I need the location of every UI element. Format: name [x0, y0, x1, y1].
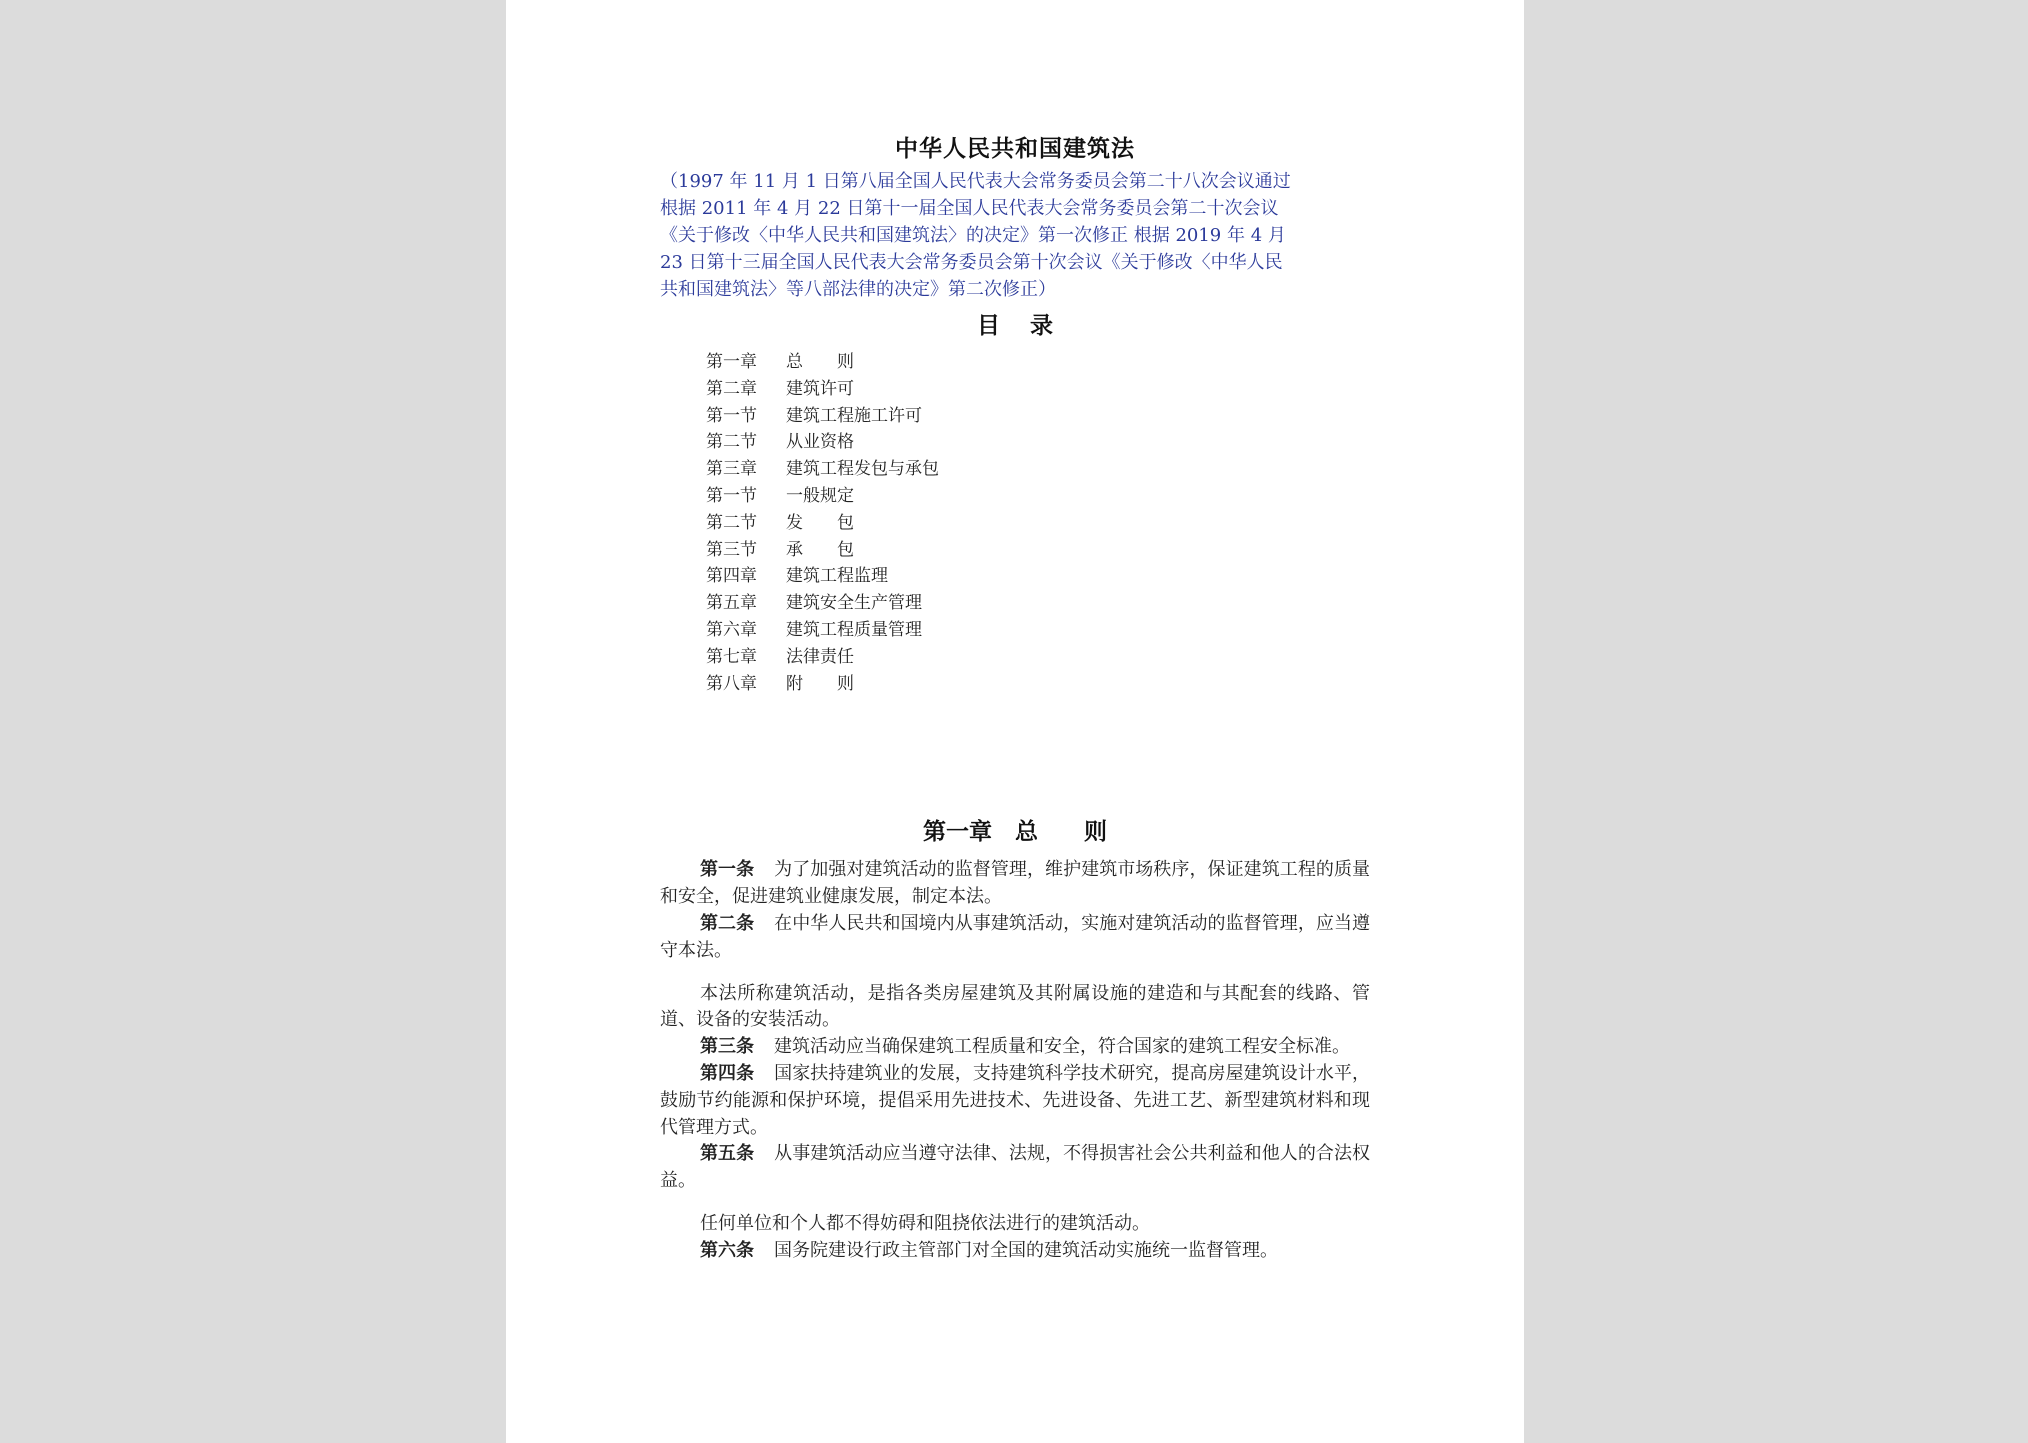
article-text: 建筑活动应当确保建筑工程质量和安全，符合国家的建筑工程安全标准。 [774, 1036, 1350, 1058]
article-text: 在中华人民共和国境内从事建筑活动，实施对建筑活动的监督管理，应当遵守本法。 [660, 912, 1370, 961]
toc-item-label: 建筑工程施工许可 [786, 405, 922, 426]
article-paragraph [660, 1238, 1370, 1265]
article-number: 第二条 [700, 912, 755, 934]
article-paragraph [660, 1061, 1370, 1141]
toc-item-label: 从业资格 [786, 432, 854, 453]
toc-item [706, 429, 1370, 456]
toc-item-number: 第八章 [706, 673, 757, 694]
toc-item-label: 建筑工程监理 [786, 566, 888, 587]
toc-item [706, 644, 1370, 671]
article-number: 第一条 [700, 859, 755, 881]
toc-item-label: 附 则 [786, 673, 854, 694]
toc-item [706, 590, 1370, 617]
toc-item-label: 建筑许可 [786, 378, 854, 399]
toc-item-number: 第二节 [706, 432, 757, 453]
toc-item-label: 建筑安全生产管理 [786, 593, 922, 614]
article-number: 第五条 [700, 1143, 755, 1165]
toc-item [706, 376, 1370, 403]
toc-item-number: 第三节 [706, 539, 757, 560]
article-text: 从事建筑活动应当遵守法律、法规，不得损害社会公共利益和他人的合法权益。 [660, 1143, 1370, 1192]
toc-item-number: 第一章 [706, 352, 757, 372]
toc-item [706, 483, 1370, 510]
toc-item-number: 第二章 [706, 378, 757, 399]
toc-item [706, 349, 1370, 376]
toc-item [706, 537, 1370, 564]
history-line: 《关于修改〈中华人民共和国建筑法〉的决定》第一次修正 根据 2019 年 4 月 [660, 225, 1286, 246]
toc-item [706, 510, 1370, 537]
toc-item-label: 发 包 [786, 512, 854, 533]
toc-item-label: 承 包 [786, 539, 854, 560]
toc-item-number: 第六章 [706, 619, 757, 640]
toc-item-number: 第二节 [706, 512, 757, 533]
toc-item-label: 建筑工程质量管理 [786, 619, 922, 640]
toc-item [706, 671, 1370, 698]
article-number: 第四条 [700, 1062, 755, 1084]
history-line: 根据 2011 年 4 月 22 日第十一届全国人民代表大会常务委员会第二十次会议 [660, 198, 1279, 219]
article-text: 为了加强对建筑活动的监督管理，维护建筑市场秩序，保证建筑工程的质量和安全，促进建筑业健康发展，制定本法。 [660, 859, 1370, 908]
toc-item-label: 总 则 [786, 352, 854, 372]
article-number: 第三条 [700, 1036, 754, 1058]
chapter-heading: 第一章 总 则 [923, 819, 1107, 846]
toc-item-number: 第四章 [706, 566, 757, 587]
article-text: 国务院建设行政主管部门对全国的建筑活动实施统一监督管理。 [774, 1239, 1278, 1261]
article-text: 本法所称建筑活动，是指各类房屋建筑及其附属设施的建造和与其配套的线路、管道、设备的安装活动。 [660, 982, 1370, 1031]
toc-item [706, 403, 1370, 430]
article-paragraph [660, 981, 1370, 1035]
toc-title: 目录 [977, 312, 1083, 339]
article-paragraph [660, 1211, 1370, 1238]
toc-item-label: 一般规定 [786, 485, 854, 506]
history-line: 共和国建筑法〉等八部法律的决定》第二次修正） [660, 279, 1056, 300]
toc-item [706, 617, 1370, 644]
article-text: 任何单位和个人都不得妨碍和阻挠依法进行的建筑活动。 [700, 1212, 1150, 1234]
article-paragraph [660, 1034, 1370, 1061]
toc-item [706, 456, 1370, 483]
article-paragraph [660, 911, 1370, 965]
toc-item [706, 563, 1370, 590]
toc-item-label: 法律责任 [786, 646, 854, 667]
toc-item-number: 第一节 [706, 485, 757, 506]
document-page [506, 0, 1524, 1443]
toc-item-number: 第一节 [706, 405, 757, 426]
history-line: 23 日第十三届全国人民代表大会常务委员会第十次会议《关于修改〈中华人民 [660, 252, 1283, 273]
toc-item-label: 建筑工程发包与承包 [786, 459, 939, 480]
article-number: 第六条 [700, 1239, 754, 1261]
article-text: 国家扶持建筑业的发展，支持建筑科学技术研究，提高房屋建筑设计水平，鼓励节约能源和保护环境，提倡采用先进技术、先进设备、先进工艺、新型建筑材料和现代管理方式。 [660, 1062, 1370, 1138]
toc-item-number: 第三章 [706, 459, 757, 480]
history-line: （1997 年 11 月 1 日第八届全国人民代表大会常务委员会第二十八次会议通过 [660, 171, 1291, 192]
article-paragraph [660, 1141, 1370, 1195]
article-paragraph [660, 857, 1370, 911]
toc-item-number: 第五章 [706, 593, 757, 614]
toc-item-number: 第七章 [706, 646, 757, 667]
law-title: 中华人民共和国建筑法 [895, 135, 1135, 162]
table-of-contents [706, 349, 1370, 697]
document-content [660, 132, 1370, 1265]
amendment-history [660, 168, 1370, 303]
